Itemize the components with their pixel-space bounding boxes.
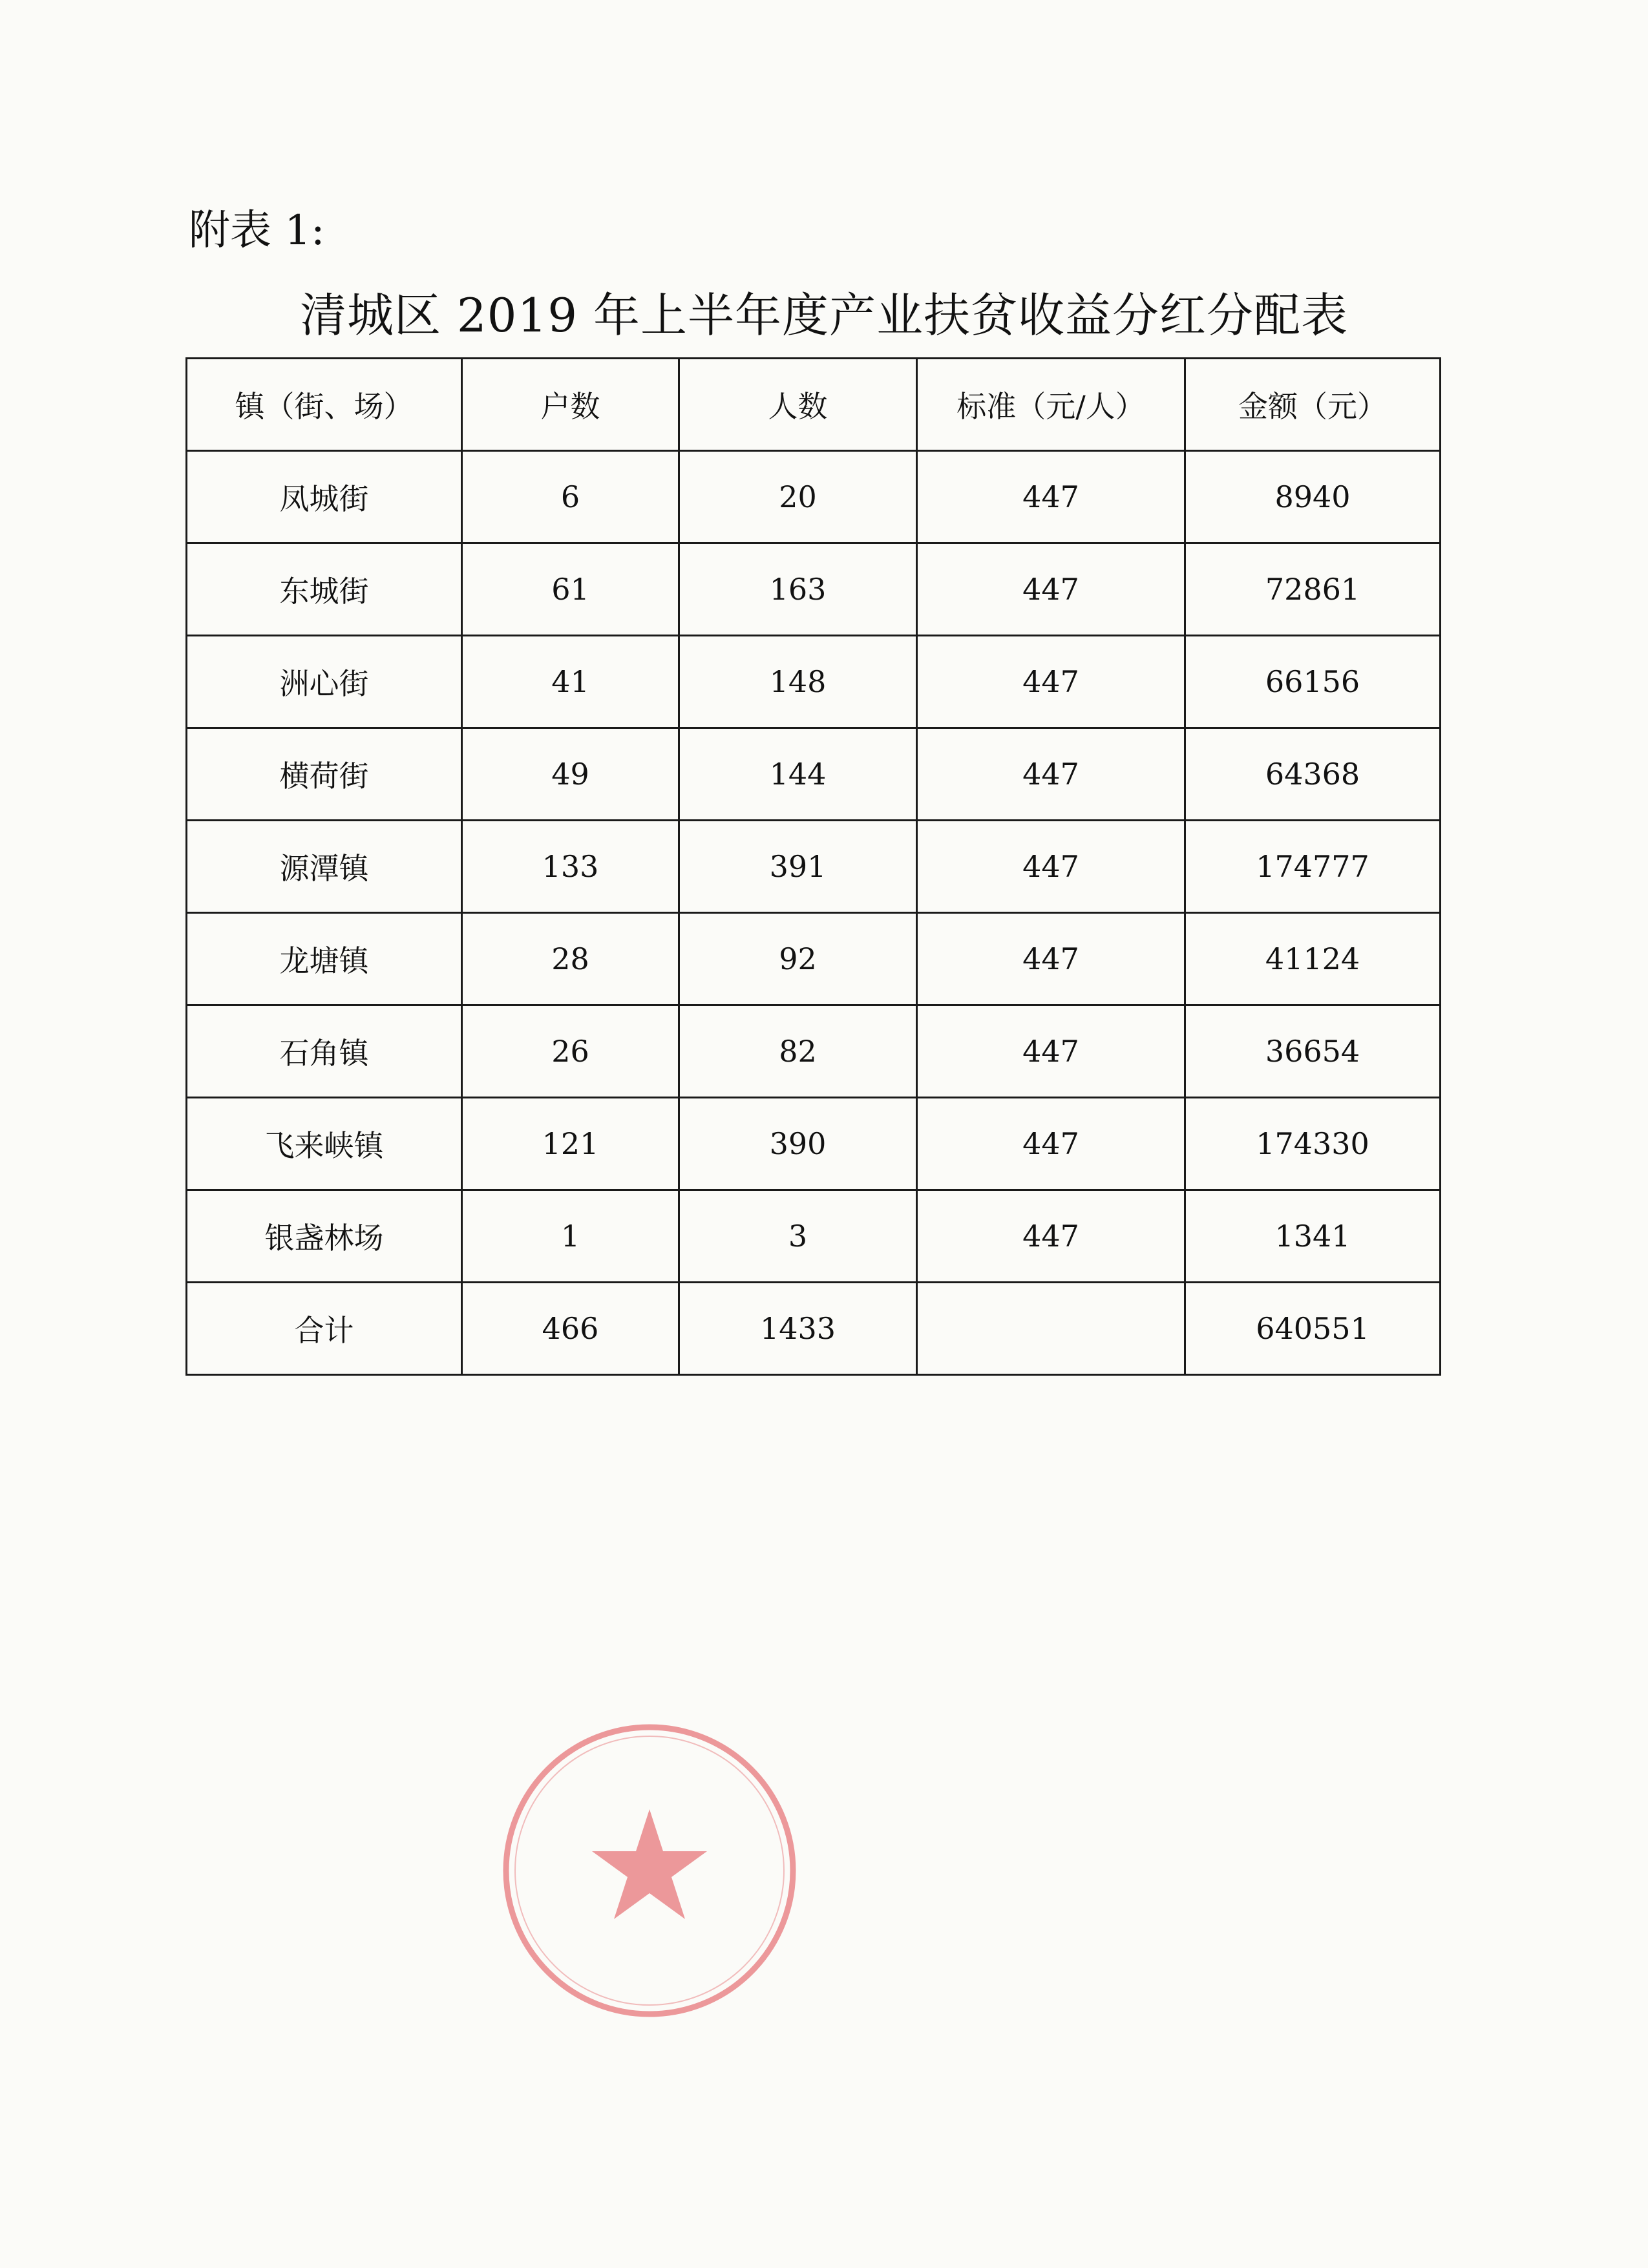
table-row xyxy=(187,636,1441,728)
table-row xyxy=(187,543,1441,636)
column-header-people: 人数 xyxy=(679,359,917,451)
cell-standard: 447 xyxy=(917,1098,1185,1190)
table-row xyxy=(187,1190,1441,1283)
cell-town: 石角镇 xyxy=(187,1005,462,1098)
cell-households: 6 xyxy=(462,451,679,543)
cell-town: 东城街 xyxy=(187,543,462,636)
cell-amount: 41124 xyxy=(1185,913,1441,1005)
table-row xyxy=(187,913,1441,1005)
cell-amount: 174777 xyxy=(1185,821,1441,913)
cell-standard: 447 xyxy=(917,1190,1185,1283)
cell-total-people: 1433 xyxy=(679,1283,917,1375)
cell-people: 391 xyxy=(679,821,917,913)
column-header-amount: 金额（元） xyxy=(1185,359,1441,451)
page-title: 清城区 2019 年上半年度产业扶贫收益分红分配表 xyxy=(299,288,1348,342)
column-header-town: 镇（街、场） xyxy=(187,359,462,451)
cell-total-standard xyxy=(917,1283,1185,1375)
cell-town: 源潭镇 xyxy=(187,821,462,913)
cell-amount: 66156 xyxy=(1185,636,1441,728)
attachment-label: 附表 1: xyxy=(189,207,325,255)
cell-people: 148 xyxy=(679,636,917,728)
cell-town: 飞来峡镇 xyxy=(187,1098,462,1190)
cell-people: 82 xyxy=(679,1005,917,1098)
cell-households: 61 xyxy=(462,543,679,636)
cell-people: 163 xyxy=(679,543,917,636)
cell-amount: 72861 xyxy=(1185,543,1441,636)
cell-people: 390 xyxy=(679,1098,917,1190)
cell-households: 133 xyxy=(462,821,679,913)
cell-standard: 447 xyxy=(917,821,1185,913)
cell-households: 41 xyxy=(462,636,679,728)
table-row xyxy=(187,821,1441,913)
table-row xyxy=(187,1098,1441,1190)
column-header-standard: 标准（元/人） xyxy=(917,359,1185,451)
cell-total-amount: 640551 xyxy=(1185,1283,1441,1375)
seal-star-icon xyxy=(592,1809,707,1919)
cell-town: 银盏林场 xyxy=(187,1190,462,1283)
table-row xyxy=(187,451,1441,543)
cell-town: 龙塘镇 xyxy=(187,913,462,1005)
cell-total-households: 466 xyxy=(462,1283,679,1375)
table-row xyxy=(187,728,1441,821)
cell-standard: 447 xyxy=(917,636,1185,728)
cell-amount: 36654 xyxy=(1185,1005,1441,1098)
cell-total-label: 合计 xyxy=(187,1283,462,1375)
cell-standard: 447 xyxy=(917,1005,1185,1098)
cell-households: 121 xyxy=(462,1098,679,1190)
cell-people: 144 xyxy=(679,728,917,821)
cell-households: 26 xyxy=(462,1005,679,1098)
official-seal-stamp xyxy=(498,1719,801,2022)
cell-amount: 64368 xyxy=(1185,728,1441,821)
cell-amount: 8940 xyxy=(1185,451,1441,543)
cell-standard: 447 xyxy=(917,728,1185,821)
cell-people: 20 xyxy=(679,451,917,543)
table-total-row xyxy=(187,1283,1441,1375)
cell-amount: 1341 xyxy=(1185,1190,1441,1283)
cell-households: 28 xyxy=(462,913,679,1005)
cell-households: 1 xyxy=(462,1190,679,1283)
cell-town: 凤城街 xyxy=(187,451,462,543)
cell-standard: 447 xyxy=(917,451,1185,543)
cell-standard: 447 xyxy=(917,913,1185,1005)
cell-people: 3 xyxy=(679,1190,917,1283)
column-header-households: 户数 xyxy=(462,359,679,451)
cell-town: 横荷街 xyxy=(187,728,462,821)
distribution-table xyxy=(185,357,1441,1376)
table-row xyxy=(187,1005,1441,1098)
cell-people: 92 xyxy=(679,913,917,1005)
cell-households: 49 xyxy=(462,728,679,821)
cell-standard: 447 xyxy=(917,543,1185,636)
table-header-row xyxy=(187,359,1441,451)
cell-town: 洲心街 xyxy=(187,636,462,728)
cell-amount: 174330 xyxy=(1185,1098,1441,1190)
